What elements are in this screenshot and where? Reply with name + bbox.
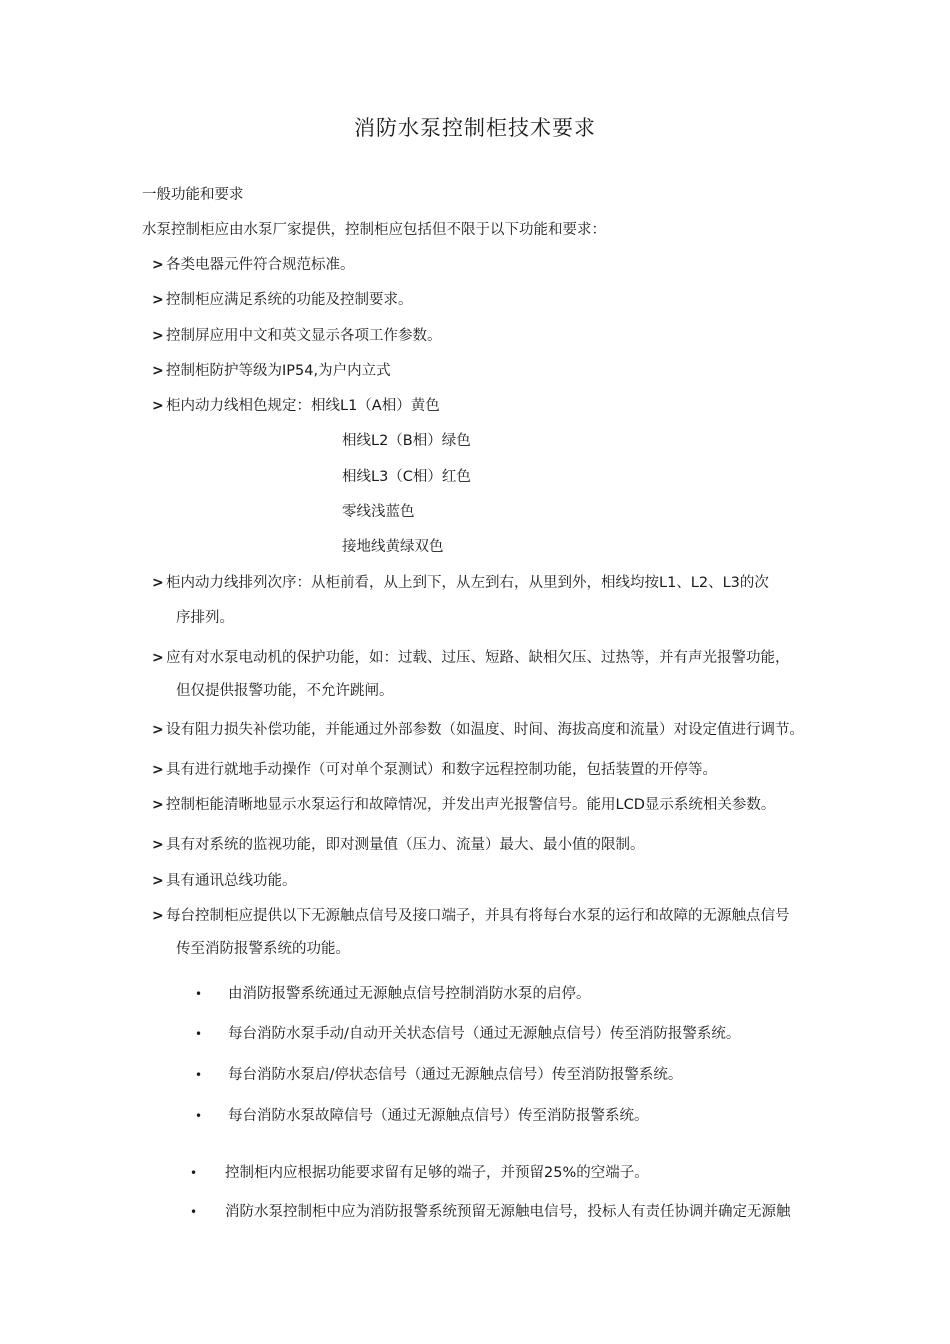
signal-sub-item: 每台消防水泵手动/自动开关状态信号（通过无源触点信号）传至消防报警系统。 (228, 1026, 741, 1042)
requirement-item-continuation: 但仅提供报警功能，不允许跳闸。 (176, 683, 394, 699)
arrow-bullet-icon: > (152, 797, 164, 813)
arrow-bullet-icon: > (152, 257, 164, 273)
arrow-bullet-icon: > (152, 873, 164, 889)
requirement-item: > 柜内动力线相色规定：相线L1（A相）黄色 (152, 398, 440, 414)
requirement-item: > 具有进行就地手动操作（可对单个泵测试）和数字远程控制功能，包括装置的开停等。 (152, 762, 717, 778)
requirement-item: > 具有对系统的监视功能，即对测量值（压力、流量）最大、最小值的限制。 (152, 837, 645, 853)
requirement-item: > 每台控制柜应提供以下无源触点信号及接口端子，并具有将每台水泵的运行和故障的无源触点信号 (152, 908, 790, 924)
bottom-bullet-item: 控制柜内应根据功能要求留有足够的端子，并预留25%的空端子。 (225, 1165, 649, 1181)
requirement-item: > 具有通讯总线功能。 (152, 873, 297, 889)
phase-color-line: 零线浅蓝色 (342, 504, 415, 520)
requirement-item: > 控制柜防护等级为IP54,为户内立式 (152, 363, 391, 379)
intro-paragraph: 水泵控制柜应由水泵厂家提供，控制柜应包括但不限于以下功能和要求： (142, 222, 606, 238)
bullet-dot-icon: • (195, 1068, 203, 1082)
arrow-bullet-icon: > (152, 722, 164, 738)
bottom-bullet-item: 消防水泵控制柜中应为消防报警系统预留无源触电信号，投标人有责任协调并确定无源触 (225, 1204, 791, 1220)
requirement-item: > 柜内动力线排列次序：从柜前看，从上到下，从左到右，从里到外，相线均按L1、L2、L3的次 (152, 575, 769, 591)
bullet-dot-icon: • (195, 1109, 203, 1123)
requirement-item: > 各类电器元件符合规范标准。 (152, 257, 355, 273)
requirement-item: > 设有阻力损失补偿功能，并能通过外部参数（如温度、时间、海拔高度和流量）对设定值进行调节。 (152, 722, 804, 738)
arrow-bullet-icon: > (152, 575, 164, 591)
phase-color-line: 相线L3（C相）红色 (342, 469, 471, 485)
requirement-item: > 控制柜能清晰地显示水泵运行和故障情况，并发出声光报警信号。能用LCD显示系统相关参数。 (152, 797, 776, 813)
arrow-bullet-icon: > (152, 328, 164, 344)
bullet-dot-icon: • (195, 1027, 203, 1041)
arrow-bullet-icon: > (152, 292, 164, 308)
document-title: 消防水泵控制柜技术要求 (354, 116, 596, 140)
requirement-item: > 控制屏应用中文和英文显示各项工作参数。 (152, 328, 442, 344)
signal-sub-item: 每台消防水泵故障信号（通过无源触点信号）传至消防报警系统。 (228, 1108, 649, 1124)
arrow-bullet-icon: > (152, 762, 164, 778)
requirement-item: > 控制柜应满足系统的功能及控制要求。 (152, 292, 413, 308)
bullet-dot-icon: • (190, 1166, 198, 1180)
signal-sub-item: 由消防报警系统通过无源触点信号控制消防水泵的启停。 (228, 986, 591, 1002)
arrow-bullet-icon: > (152, 837, 164, 853)
bullet-dot-icon: • (190, 1205, 198, 1219)
requirement-item-continuation: 传至消防报警系统的功能。 (176, 941, 350, 957)
bullet-dot-icon: • (195, 987, 203, 1001)
arrow-bullet-icon: > (152, 363, 164, 379)
requirement-item: > 应有对水泵电动机的保护功能，如：过载、过压、短路、缺相欠压、过热等，并有声光报警功能， (152, 650, 790, 666)
section-heading: 一般功能和要求 (142, 187, 244, 203)
arrow-bullet-icon: > (152, 908, 164, 924)
arrow-bullet-icon: > (152, 398, 164, 414)
signal-sub-item: 每台消防水泵启/停状态信号（通过无源触点信号）传至消防报警系统。 (228, 1067, 683, 1083)
requirement-item-continuation: 序排列。 (176, 610, 234, 626)
phase-color-line: 接地线黄绿双色 (342, 539, 444, 555)
arrow-bullet-icon: > (152, 650, 164, 666)
phase-color-line: 相线L2（B相）绿色 (342, 433, 471, 449)
